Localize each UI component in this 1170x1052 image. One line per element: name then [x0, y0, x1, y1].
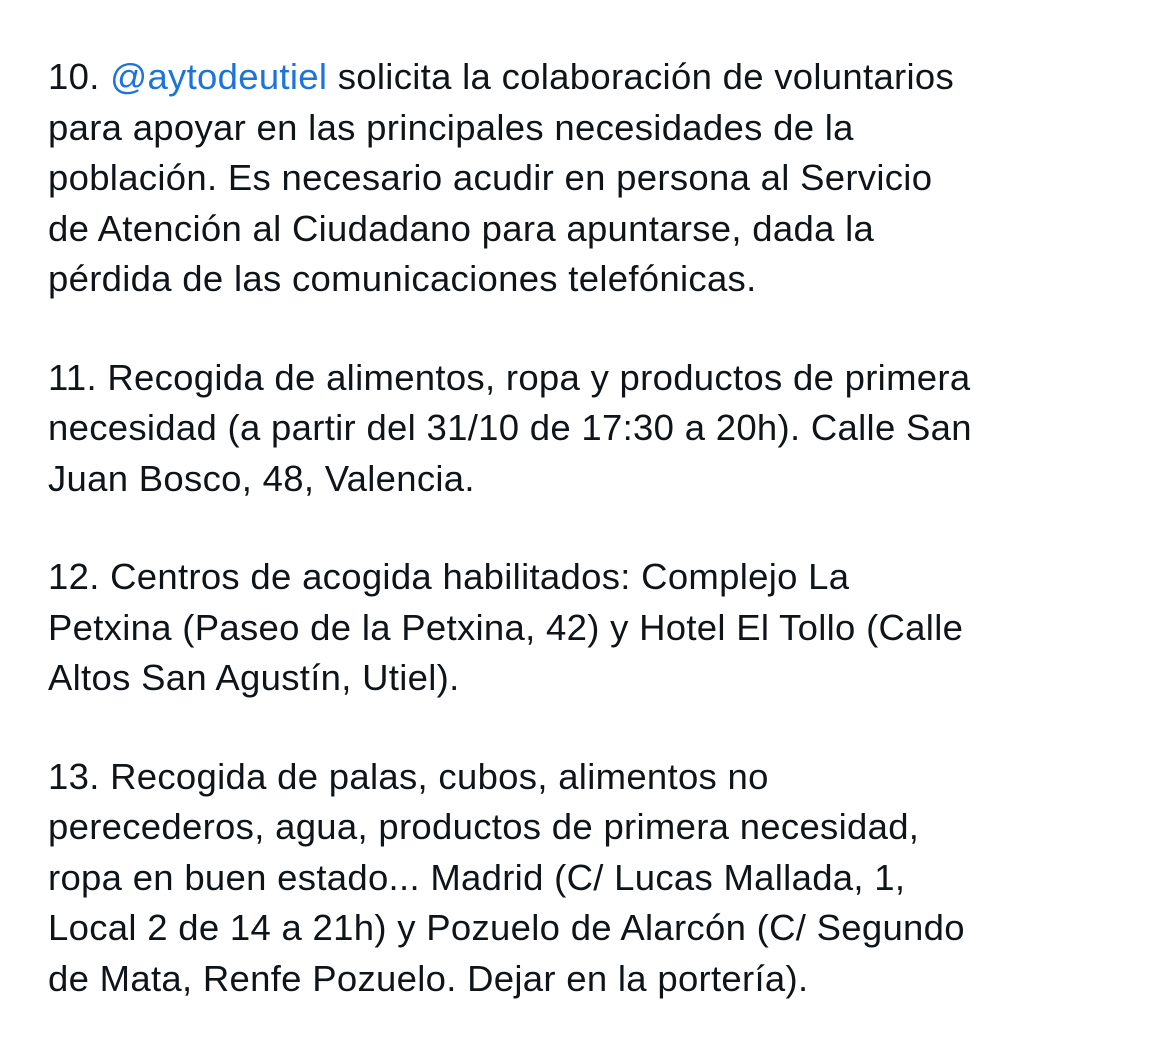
item-number: 13.	[48, 755, 100, 797]
text-line: necesidad (a partir del 31/10 de 17:30 a 20h). Calle San	[48, 407, 972, 448]
item-number: 11.	[48, 356, 97, 398]
text-line: Petxina (Paseo de la Petxina, 42) y Hotel El Tollo (Calle	[48, 606, 964, 648]
text-line	[48, 752, 1148, 803]
text-line	[48, 52, 1148, 103]
item-number: 12.	[48, 556, 100, 597]
text-fragment: solicita la colaboración de voluntarios	[327, 56, 955, 97]
text-fragment: Centros de acogida habilitados: Complejo La	[99, 556, 850, 597]
text-line: perecederos, agua, productos de primera necesidad,	[48, 806, 920, 847]
text-line: pérdida de las comunicaciones telefónicas.	[48, 258, 757, 299]
mention-link-aytodeutiel[interactable]: @aytodeutiel	[110, 56, 328, 97]
text-fragment: Recogida de alimentos, ropa y productos de primera	[96, 356, 971, 398]
list-item-13	[48, 752, 1148, 1005]
list-item-10	[48, 52, 1148, 305]
list-item-12	[48, 552, 1148, 704]
text-line: población. Es necesario acudir en persona al Servicio	[48, 157, 933, 198]
text-line: ropa en buen estado... Madrid (C/ Lucas Mallada, 1,	[48, 856, 906, 898]
text-line: para apoyar en las principales necesidades de la	[48, 106, 854, 148]
text-line: Altos San Agustín, Utiel).	[48, 657, 460, 698]
text-line: Local 2 de 14 a 21h) y Pozuelo de Alarcón (C/ Segundo	[48, 907, 965, 948]
item-number: 10.	[48, 56, 100, 97]
text-line: de Atención al Ciudadano para apuntarse, dada la	[48, 207, 875, 249]
text-fragment: Recogida de palas, cubos, alimentos no	[99, 755, 769, 797]
list-item-11	[48, 353, 1148, 505]
tweet-text-content	[48, 52, 1148, 1052]
text-line	[48, 353, 1148, 404]
text-line: de Mata, Renfe Pozuelo. Dejar en la portería).	[48, 957, 809, 999]
text-line: Juan Bosco, 48, Valencia.	[48, 457, 475, 499]
text-line	[48, 552, 1148, 603]
